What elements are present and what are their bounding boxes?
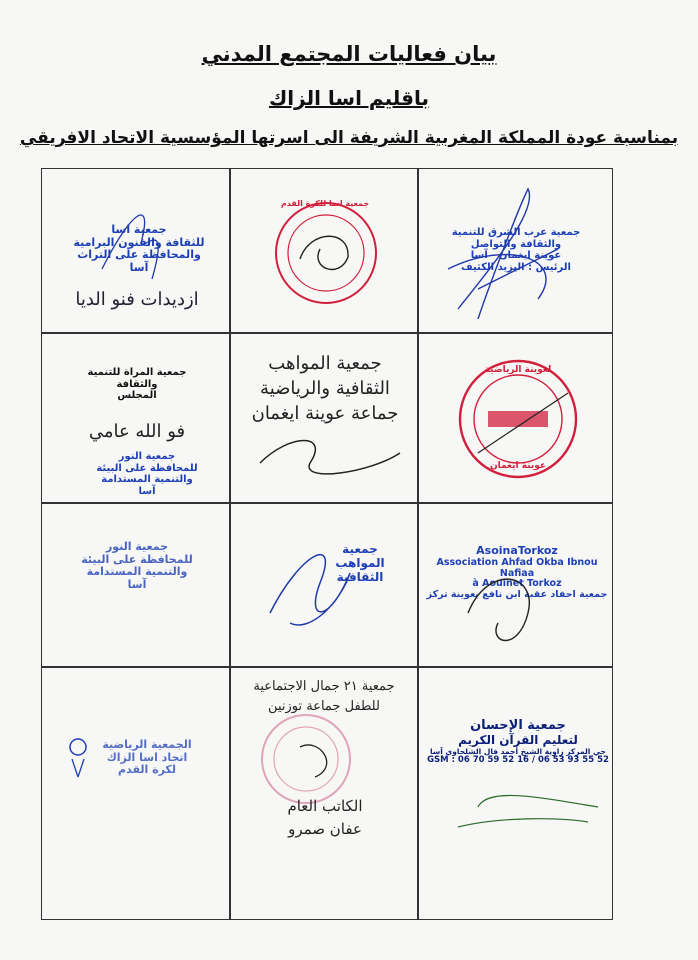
hand-line: جمعية المواهب: [268, 353, 382, 374]
stamp-ring-text: جمعية اسا للكرة القدم: [280, 199, 370, 208]
hand-line: الكاتب العام: [287, 797, 363, 815]
stamp-line: الرئيس : اليزيد الكثيف: [461, 261, 571, 273]
stamp-line: جمعية اسا: [111, 223, 167, 236]
stamp-line: آسا: [138, 485, 156, 497]
signature-scribble: [418, 169, 613, 334]
signature-cell-r4c1: [417, 666, 613, 920]
red-round-stamp: [230, 169, 419, 334]
hand-line: للطفل جماعة توزنين: [268, 698, 380, 714]
handwritten-signature: ازديدات فنو الديا: [75, 289, 199, 310]
org-header: [62, 367, 212, 402]
handwritten-association: [234, 677, 414, 716]
stamp-line: للمحافظة على البيئة: [81, 552, 193, 566]
signature-cell-r2c3: [41, 332, 231, 504]
handwritten-signature: فو الله عامي: [88, 421, 186, 442]
stamp-line: آسا: [127, 577, 147, 591]
stamp-line: عوينة ايغمان - آسا: [470, 250, 562, 261]
stamp-line: اتحاد اسا الزاك: [106, 750, 188, 764]
stamp-line: للمحافظة على البيئة: [96, 462, 198, 474]
stamp-ring-text: لعوينة الرياضية: [484, 365, 552, 375]
org-stamp: [62, 541, 212, 592]
stamp-line: à Aouinet Torkoz: [472, 578, 562, 590]
stamp-line: جمعية النور: [105, 540, 169, 553]
document-title: بيان فعاليات المجتمع المدني: [201, 42, 497, 66]
stamp-bottom-text: عوينة ايغمان: [489, 461, 547, 471]
stamp-line: جمعية الإحسان: [470, 718, 566, 733]
stamp-line: Association Ahfad Okba Ibnou Nafiaa: [436, 556, 598, 579]
hand-line: عفان صمرو: [288, 819, 362, 838]
stamp-line: لتعليم القرآن الكريم: [458, 732, 578, 747]
signature-cell-r3c2: [229, 502, 419, 668]
signature-cell-r2c1: [417, 332, 613, 504]
stamp-line: والثقافة والتواصل: [470, 238, 562, 250]
secretary-signature: [240, 795, 410, 840]
signature-cell-r3c3: [41, 502, 231, 668]
stamp-line: والمحافظة على التراث: [77, 248, 201, 262]
stamp-line: للثقافة والفنون البرامية: [73, 235, 205, 249]
stamp-line: جمعية عرب الشرق للتنمية: [451, 227, 581, 238]
signature-cell-r3c1: [417, 502, 613, 668]
org-stamp: [72, 451, 222, 497]
stamp-line: GSM : 06 70 59 52 16 / 06 53 93 55 52: [427, 755, 609, 766]
signature-scribble: [418, 667, 613, 920]
signature-scribble: [230, 503, 419, 668]
football-logo: [42, 667, 231, 920]
stamp-line: جمعية: [342, 542, 378, 556]
stamp-line: الجمعية الرياضية: [102, 738, 192, 751]
stamp-line: جمعية المراة للتنمية: [87, 367, 187, 378]
stamp-line: المواهب: [335, 555, 385, 570]
hand-line: جمعية ٢١ جمال الاجتماعية: [253, 679, 395, 694]
signature-cell-r1c2: [229, 168, 419, 334]
signature-scribble: [42, 169, 231, 334]
stamp-line: جمعية النور: [118, 451, 176, 462]
stamp-line: الثقافية: [336, 569, 384, 584]
stamp-line: لكرة القدم: [118, 763, 176, 777]
signature-cell-r2c2: [229, 332, 419, 504]
signature-cell-r4c3: [41, 666, 231, 920]
signature-cell-r1c3: [41, 168, 231, 334]
document-occasion: بمناسبة عودة المملكة المغربية الشريفة الى اسرتها المؤسسية الاتحاد الافريقي: [19, 128, 679, 148]
stamp-line: والتنمية المستدامة: [101, 474, 193, 485]
stamp-line: AsoinaTorkoz: [476, 544, 558, 557]
signature-table: [41, 168, 613, 920]
red-round-stamp: [418, 333, 613, 504]
hand-line: الثقافية والرياضية: [260, 378, 390, 400]
document-subtitle: باقليم اسا الزاك: [268, 86, 430, 110]
stamp-line: جمعية احفاد عقبة ابن نافع بعوينة تركز: [426, 589, 608, 601]
stamp-line: آسا: [129, 260, 149, 274]
stamp-line: والثقافة: [116, 378, 158, 390]
hand-line: جماعة عوينة ايغمان: [251, 403, 399, 425]
signature-scribble: [230, 333, 419, 504]
stamp-line: المجلس: [117, 390, 157, 401]
signature-scribble: [418, 503, 613, 668]
signature-cell-r1c1: [417, 168, 613, 334]
signature-cell-r4c2: [229, 666, 419, 920]
stamp-line: حي المركز زاوية الشيخ أحمد فال الشلحاوي آسا: [430, 746, 606, 756]
stamp-line: والتنمية المستدامة: [86, 565, 188, 579]
